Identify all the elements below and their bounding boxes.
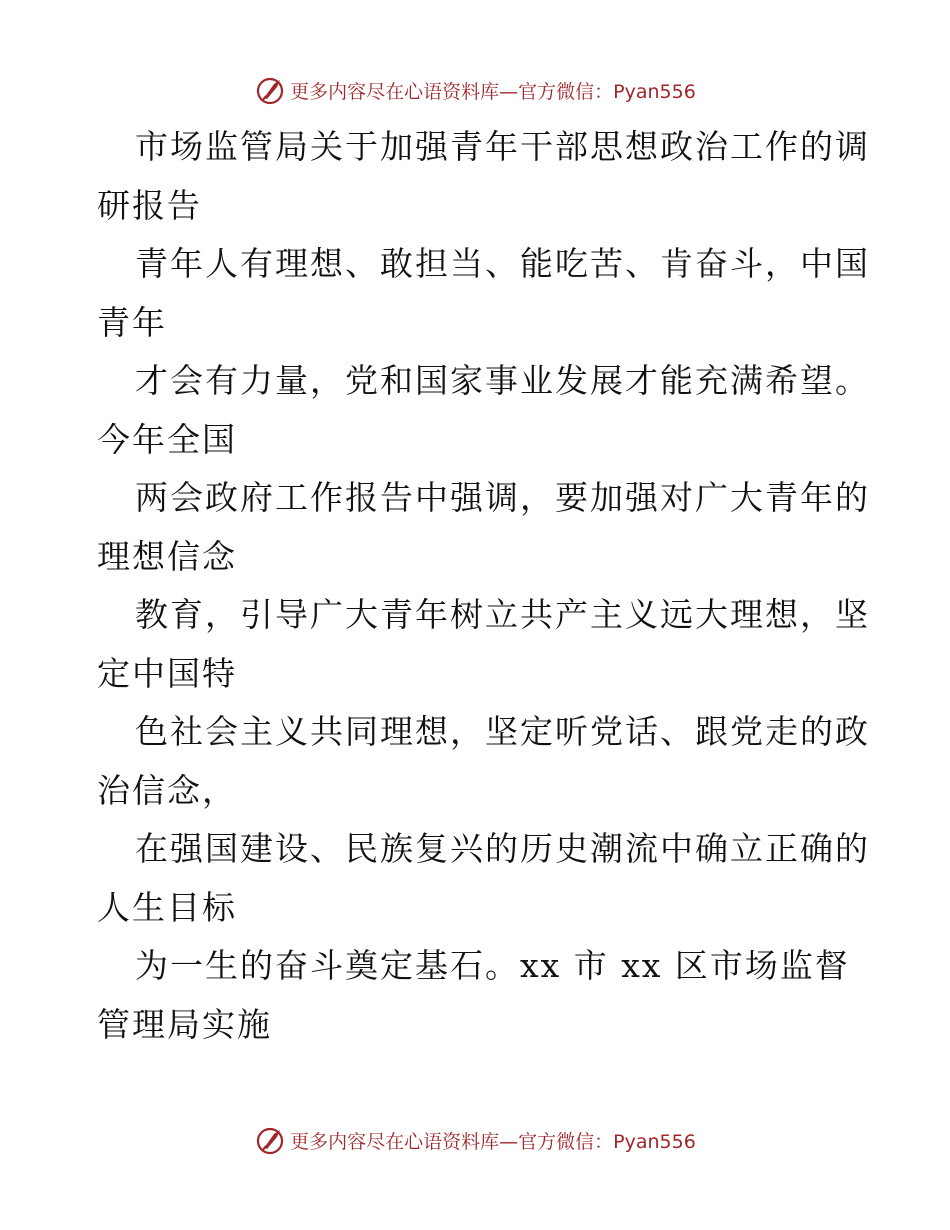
paragraph-line: 理想信念 — [97, 536, 237, 576]
watermark-text: 更多内容尽在心语资料库—官方微信：Pyan556 — [290, 80, 696, 103]
paragraph-line: 治信念， — [97, 770, 237, 810]
paragraph-line: 两会政府工作报告中强调，要加强对广大青年的 — [135, 478, 870, 517]
doc-title-line-1: 市场监管局关于加强青年干部思想政治工作的调 — [135, 127, 870, 166]
paragraph-line: 管理局实施 — [97, 1004, 272, 1044]
header-watermark-banner — [0, 70, 950, 110]
paragraph-line: 教育，引导广大青年树立共产主义远大理想，坚 — [135, 595, 870, 634]
doc-title-line-2: 研报告 — [97, 185, 202, 225]
paragraph-line: 在强国建设、民族复兴的历史潮流中确立正确的 — [135, 829, 870, 868]
document-body — [97, 118, 870, 1054]
paragraph-line: 色社会主义共同理想，坚定听党话、跟党走的政 — [135, 712, 870, 751]
quill-pen-logo-icon — [254, 1124, 286, 1156]
paragraph-line: 才会有力量，党和国家事业发展才能充满希望。 — [135, 361, 870, 400]
paragraph-line: 定中国特 — [97, 653, 237, 693]
paragraph-line: 为一生的奋斗奠定基石。xx 市 xx 区市场监督 — [135, 946, 850, 985]
footer-watermark-banner — [0, 1120, 950, 1160]
paragraph-line: 人生目标 — [97, 887, 237, 927]
quill-pen-logo-icon — [254, 74, 286, 106]
paragraph-line: 青年人有理想、敢担当、能吃苦、肯奋斗，中国 — [135, 244, 870, 283]
paragraph-line: 青年 — [97, 302, 167, 342]
paragraph-line: 今年全国 — [97, 419, 237, 459]
watermark-text: 更多内容尽在心语资料库—官方微信：Pyan556 — [290, 1130, 696, 1153]
